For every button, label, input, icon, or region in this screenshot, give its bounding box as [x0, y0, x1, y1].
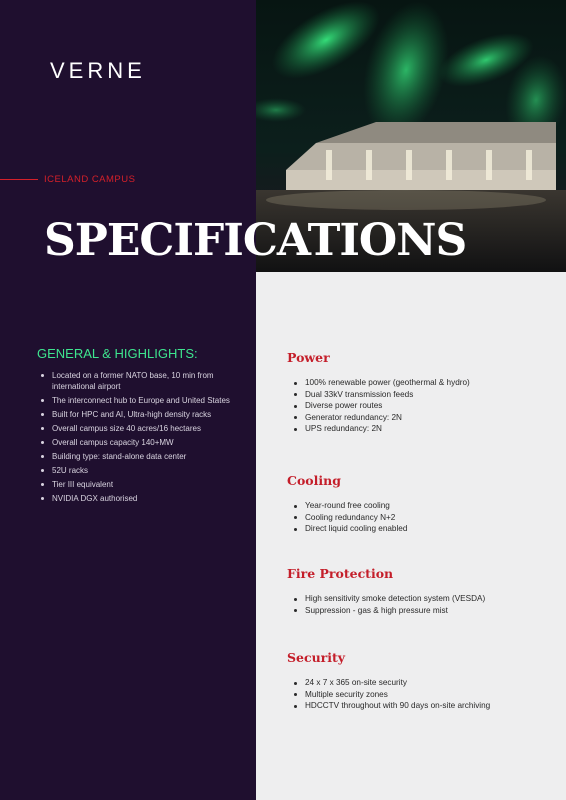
power-section	[287, 350, 547, 435]
list-item: 24 x 7 x 365 on-site security	[289, 677, 547, 689]
list-item: UPS redundancy: 2N	[289, 423, 547, 435]
power-heading: Power	[287, 350, 330, 365]
page-title: SPECIFICATIONS	[44, 215, 467, 266]
list-item: Built for HPC and AI, Ultra-high density racks	[40, 409, 250, 420]
list-item: Overall campus size 40 acres/16 hectares	[40, 423, 250, 434]
fire-protection-section	[287, 566, 547, 616]
list-item: Tier III equivalent	[40, 479, 250, 490]
list-item: Year-round free cooling	[289, 500, 547, 512]
cooling-list	[287, 500, 547, 535]
list-item: Cooling redundancy N+2	[289, 512, 547, 524]
fire-protection-list	[287, 593, 547, 616]
cooling-heading: Cooling	[287, 473, 341, 488]
list-item: Suppression - gas & high pressure mist	[289, 605, 547, 617]
list-item: Overall campus capacity 140+MW	[40, 437, 250, 448]
security-heading: Security	[287, 650, 346, 665]
cooling-section	[287, 473, 547, 535]
general-highlights-list	[40, 370, 250, 507]
list-item: Building type: stand-alone data center	[40, 451, 250, 462]
campus-label: ICELAND CAMPUS	[44, 174, 136, 185]
security-list	[287, 677, 547, 712]
list-item: Direct liquid cooling enabled	[289, 523, 547, 535]
list-item: Generator redundancy: 2N	[289, 412, 547, 424]
list-item: NVIDIA DGX authorised	[40, 493, 250, 504]
list-item: Multiple security zones	[289, 689, 547, 701]
list-item: Dual 33kV transmission feeds	[289, 389, 547, 401]
list-item: The interconnect hub to Europe and United States	[40, 395, 250, 406]
list-item: Diverse power routes	[289, 400, 547, 412]
list-item: 100% renewable power (geothermal & hydro)	[289, 377, 547, 389]
accent-divider	[0, 179, 38, 180]
general-highlights-heading: GENERAL & HIGHLIGHTS:	[37, 346, 198, 361]
security-section	[287, 650, 547, 712]
list-item: Located on a former NATO base, 10 min from international airport	[40, 370, 250, 392]
list-item: High sensitivity smoke detection system (VESDA)	[289, 593, 547, 605]
fire-protection-heading: Fire Protection	[287, 566, 394, 581]
verne-logo: VERNE	[50, 58, 146, 83]
list-item: HDCCTV throughout with 90 days on-site archiving	[289, 700, 547, 712]
list-item: 52U racks	[40, 465, 250, 476]
power-list	[287, 377, 547, 435]
